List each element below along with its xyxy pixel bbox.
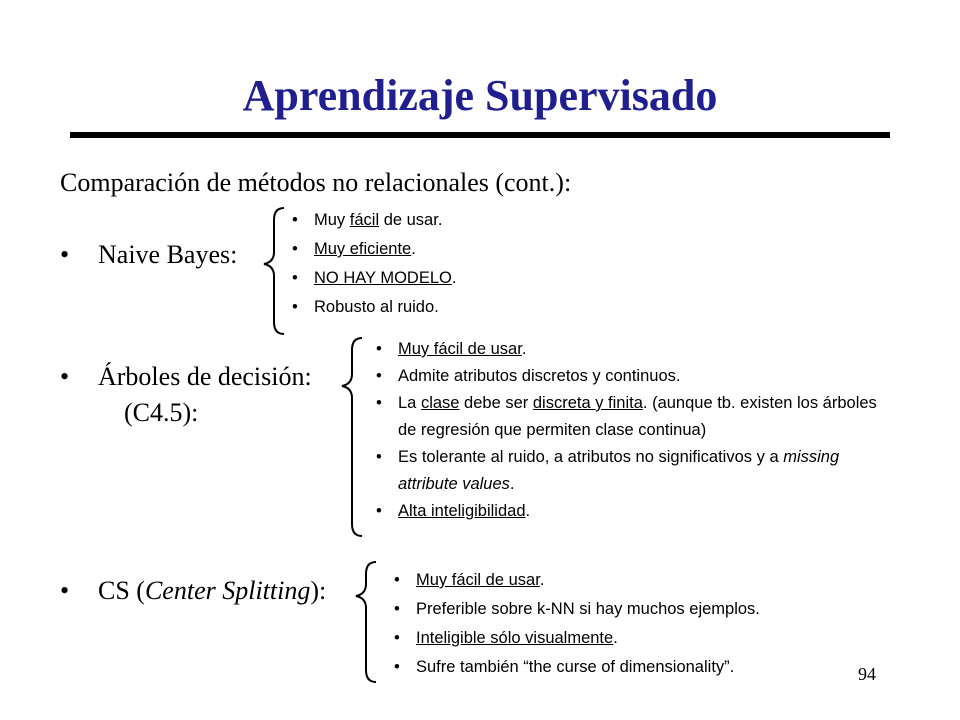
naive-bayes-list bbox=[292, 206, 456, 322]
list-item: • Muy fácil de usar. bbox=[394, 566, 760, 595]
brace-naive-bayes bbox=[262, 206, 286, 336]
list-item: • Robusto al ruido. bbox=[292, 293, 456, 322]
brace-arboles bbox=[340, 336, 364, 538]
list-item: • Muy fácil de usar. bbox=[292, 206, 456, 235]
title-rule bbox=[70, 132, 890, 138]
brace-cs bbox=[354, 560, 378, 684]
list-item: • Alta inteligibilidad. bbox=[376, 498, 886, 525]
method-label: CS ( bbox=[98, 576, 145, 605]
method-label-italic: Center Splitting bbox=[144, 576, 311, 605]
list-item: • Es tolerante al ruido, a atributos no significativos y a missing attribute values. bbox=[376, 444, 886, 498]
method-label: Árboles de decisión: bbox=[98, 362, 312, 391]
list-item: • NO HAY MODELO. bbox=[292, 264, 456, 293]
method-label-end: ): bbox=[310, 576, 327, 605]
list-item: • Preferible sobre k-NN si hay muchos ejemplos. bbox=[394, 595, 760, 624]
arboles-list bbox=[376, 336, 886, 525]
method-cs bbox=[60, 576, 326, 606]
cs-list bbox=[394, 566, 760, 682]
list-item: • Muy fácil de usar. bbox=[376, 336, 886, 363]
method-naive-bayes bbox=[60, 240, 237, 270]
method-bullet: • bbox=[60, 576, 70, 605]
method-bullet: • bbox=[60, 240, 70, 269]
list-item: • Muy eficiente. bbox=[292, 235, 456, 264]
list-item: • Sufre también “the curse of dimensionality”. bbox=[394, 653, 760, 682]
method-label: Naive Bayes: bbox=[98, 240, 238, 269]
list-item: • Inteligible sólo visualmente. bbox=[394, 624, 760, 653]
slide-subtitle: Comparación de métodos no relacionales (cont.): bbox=[60, 168, 572, 197]
list-item: • Admite atributos discretos y continuos. bbox=[376, 363, 886, 390]
page-number: 94 bbox=[858, 664, 876, 684]
method-bullet: • bbox=[60, 362, 70, 391]
method-arboles-sub: (C4.5): bbox=[124, 398, 199, 427]
list-item: • La clase debe ser discreta y finita. (aunque tb. existen los árboles de regresión que permiten clase continua) bbox=[376, 390, 886, 444]
method-arboles bbox=[60, 362, 312, 392]
slide-title: Aprendizaje Supervisado bbox=[242, 71, 718, 120]
